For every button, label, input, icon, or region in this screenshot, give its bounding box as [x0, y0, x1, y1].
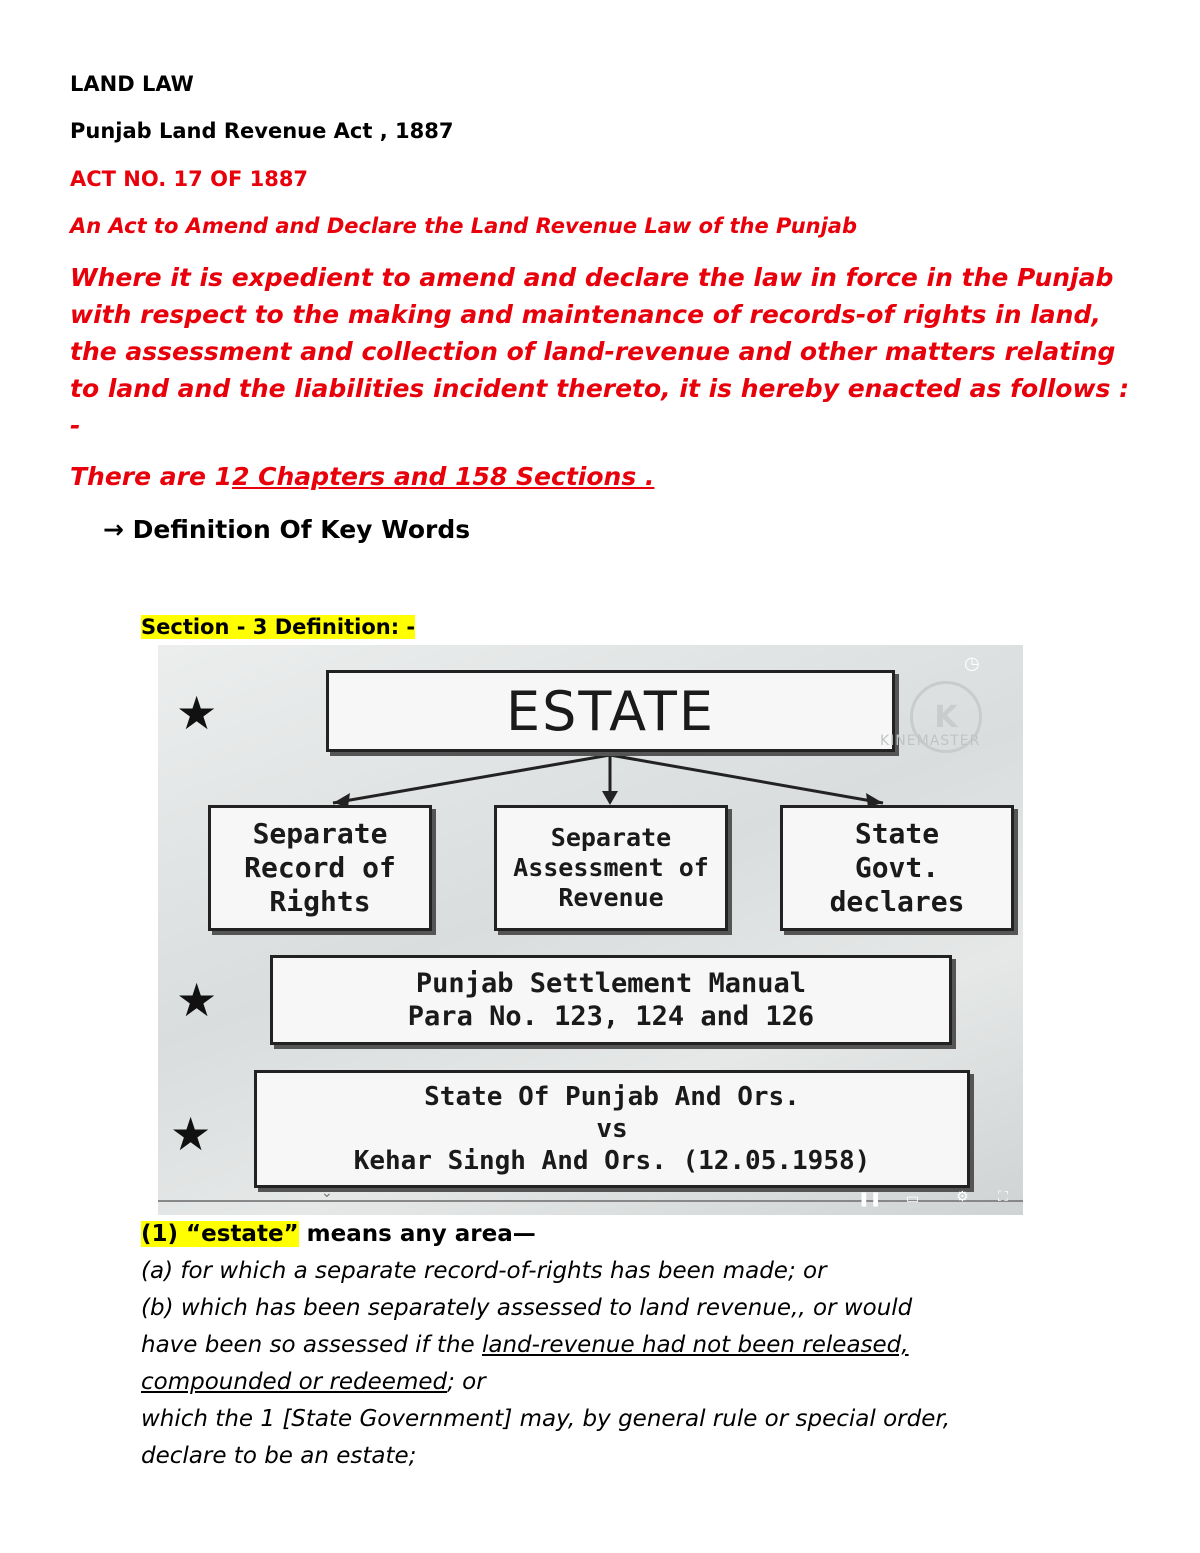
kinemaster-watermark: KINEMASTER: [880, 733, 981, 749]
estate-diagram-video[interactable]: [158, 645, 1023, 1215]
case-law-box: [254, 1070, 970, 1188]
fullscreen-icon[interactable]: ⛶: [998, 1189, 1008, 1205]
estate-definition: [141, 1216, 1141, 1475]
chevron-down-icon[interactable]: ⌄: [321, 1185, 333, 1201]
chapters-underlined: 2 Chapters and 158 Sections .: [232, 462, 655, 491]
section-label: [141, 615, 415, 639]
document-title: LAND LAW: [70, 72, 194, 96]
case-line-3: Kehar Singh And Ors. (12.05.1958): [353, 1146, 871, 1176]
clause-b-line-1: (b) which has been separately assessed to land revenue,, or would: [141, 1295, 913, 1321]
section-label-highlight: Section - 3 Definition: -: [141, 615, 416, 639]
estate-term: (1) “estate”: [141, 1221, 299, 1247]
case-line-2: vs: [596, 1114, 628, 1144]
star-icon: ★: [176, 973, 218, 1027]
clause-b-line-3: compounded or redeemed; or: [141, 1369, 486, 1395]
estate-title: ESTATE: [505, 679, 716, 743]
star-icon: ★: [176, 686, 218, 740]
chapters-prefix: There are 1: [70, 462, 233, 491]
case-line-1: State Of Punjab And Ors.: [424, 1082, 800, 1112]
act-number: ACT NO. 17 OF 1887: [70, 167, 309, 191]
definition-intro: [141, 1216, 1141, 1253]
branch-box-record: [208, 805, 432, 931]
clause-a: (a) for which a separate record-of-rights has been made; or: [141, 1258, 827, 1284]
act-name: Punjab Land Revenue Act , 1887: [70, 119, 454, 143]
estate-title-box: [326, 670, 895, 752]
branch-declares-text: State Govt. declares: [829, 817, 965, 918]
clock-icon[interactable]: ◷: [964, 653, 980, 674]
act-subtitle: An Act to Amend and Declare the Land Revenue Law of the Punjab: [70, 214, 857, 238]
definition-heading: → Definition Of Key Words: [103, 515, 471, 544]
star-icon: ★: [170, 1107, 212, 1161]
branch-box-assessment: [494, 805, 728, 931]
preamble: Where it is expedient to amend and declare the law in force in the Punjab with respect to the making and maintenance of records-of rights in land, the assessment and collection of land-revenue and other matters relating to land and the liabilities incident thereto, it is hereby enacted as follows : -: [70, 263, 1130, 440]
branch-box-declares: [780, 805, 1014, 931]
estate-means: means any area—: [298, 1221, 536, 1247]
gear-icon[interactable]: ⚙: [956, 1189, 969, 1205]
branch-assessment-text: Separate Assessment of Revenue: [513, 823, 709, 912]
captions-icon[interactable]: ▭: [906, 1191, 920, 1207]
arrow-right: [610, 755, 883, 803]
clause-c-line-1: which the 1 [State Government] may, by general rule or special order,: [141, 1406, 951, 1432]
kinemaster-logo-icon: K: [910, 681, 982, 753]
manual-line-1: Punjab Settlement Manual: [415, 968, 807, 999]
clause-c-line-2: declare to be an estate;: [141, 1443, 417, 1469]
arrow-left: [333, 755, 610, 803]
manual-line-2: Para No. 123, 124 and 126: [407, 1001, 815, 1032]
pause-icon[interactable]: ❚❚: [858, 1191, 882, 1207]
chapters-note: [70, 462, 654, 491]
settlement-manual-box: [270, 955, 952, 1045]
branch-record-text: Separate Record of Rights: [244, 817, 396, 918]
clause-b-line-2: have been so assessed if the land-revenue had not been released,: [141, 1332, 909, 1358]
